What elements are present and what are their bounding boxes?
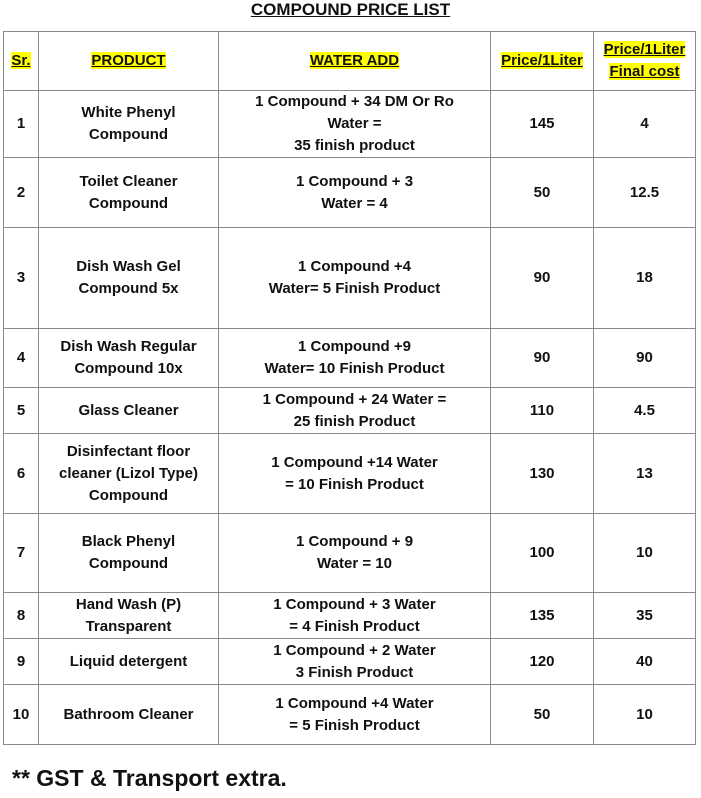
final-cost-cell: 12.5 (594, 158, 696, 228)
price-cell: 145 (491, 91, 594, 158)
sr-cell: 4 (4, 329, 39, 388)
sr-cell: 9 (4, 639, 39, 685)
price-table (3, 31, 696, 745)
final-cost-cell: 90 (594, 329, 696, 388)
final-cost-cell: 35 (594, 593, 696, 639)
price-cell: 90 (491, 228, 594, 329)
sr-cell: 5 (4, 388, 39, 434)
water-add-cell: 1 Compound +4 Water= 5 Finish Product (219, 228, 491, 329)
product-cell: Bathroom Cleaner (39, 685, 219, 745)
water-add-cell: 1 Compound + 3 Water = 4 (219, 158, 491, 228)
final-cost-cell: 18 (594, 228, 696, 329)
header-final-cost: Price/1Liter Final cost (594, 32, 696, 91)
final-cost-cell: 10 (594, 685, 696, 745)
table-row (4, 434, 696, 514)
sr-cell: 7 (4, 514, 39, 593)
table-row (4, 388, 696, 434)
price-cell: 135 (491, 593, 594, 639)
water-add-cell: 1 Compound + 34 DM Or Ro Water = 35 finish product (219, 91, 491, 158)
product-cell: Disinfectant floor cleaner (Lizol Type) Compound (39, 434, 219, 514)
sr-cell: 1 (4, 91, 39, 158)
water-add-cell: 1 Compound + 9 Water = 10 (219, 514, 491, 593)
page-title: COMPOUND PRICE LIST (250, 0, 451, 19)
water-add-cell: 1 Compound + 2 Water 3 Finish Product (219, 639, 491, 685)
header-price: Price/1Liter (491, 32, 594, 91)
table-row (4, 593, 696, 639)
product-cell: Liquid detergent (39, 639, 219, 685)
header-row (4, 32, 696, 91)
table-row (4, 158, 696, 228)
price-cell: 120 (491, 639, 594, 685)
header-water-add: WATER ADD (219, 32, 491, 91)
product-cell: Hand Wash (P) Transparent (39, 593, 219, 639)
price-cell: 90 (491, 329, 594, 388)
water-add-cell: 1 Compound + 3 Water = 4 Finish Product (219, 593, 491, 639)
table-row (4, 329, 696, 388)
product-cell: Glass Cleaner (39, 388, 219, 434)
sr-cell: 3 (4, 228, 39, 329)
header-sr: Sr. (4, 32, 39, 91)
sr-cell: 8 (4, 593, 39, 639)
product-cell: Black Phenyl Compound (39, 514, 219, 593)
footer-note: ** GST & Transport extra. (12, 765, 287, 791)
table-row (4, 685, 696, 745)
sr-cell: 10 (4, 685, 39, 745)
price-cell: 50 (491, 685, 594, 745)
table-row (4, 91, 696, 158)
final-cost-cell: 13 (594, 434, 696, 514)
price-cell: 130 (491, 434, 594, 514)
water-add-cell: 1 Compound + 24 Water = 25 finish Product (219, 388, 491, 434)
water-add-cell: 1 Compound +4 Water = 5 Finish Product (219, 685, 491, 745)
table-row (4, 514, 696, 593)
water-add-cell: 1 Compound +9 Water= 10 Finish Product (219, 329, 491, 388)
table-row (4, 639, 696, 685)
table-row (4, 228, 696, 329)
final-cost-cell: 4 (594, 91, 696, 158)
product-cell: Dish Wash Regular Compound 10x (39, 329, 219, 388)
header-product: PRODUCT (39, 32, 219, 91)
price-cell: 100 (491, 514, 594, 593)
final-cost-cell: 10 (594, 514, 696, 593)
price-cell: 110 (491, 388, 594, 434)
product-cell: Dish Wash Gel Compound 5x (39, 228, 219, 329)
price-cell: 50 (491, 158, 594, 228)
water-add-cell: 1 Compound +14 Water = 10 Finish Product (219, 434, 491, 514)
sr-cell: 6 (4, 434, 39, 514)
final-cost-cell: 4.5 (594, 388, 696, 434)
sr-cell: 2 (4, 158, 39, 228)
product-cell: White Phenyl Compound (39, 91, 219, 158)
product-cell: Toilet Cleaner Compound (39, 158, 219, 228)
final-cost-cell: 40 (594, 639, 696, 685)
